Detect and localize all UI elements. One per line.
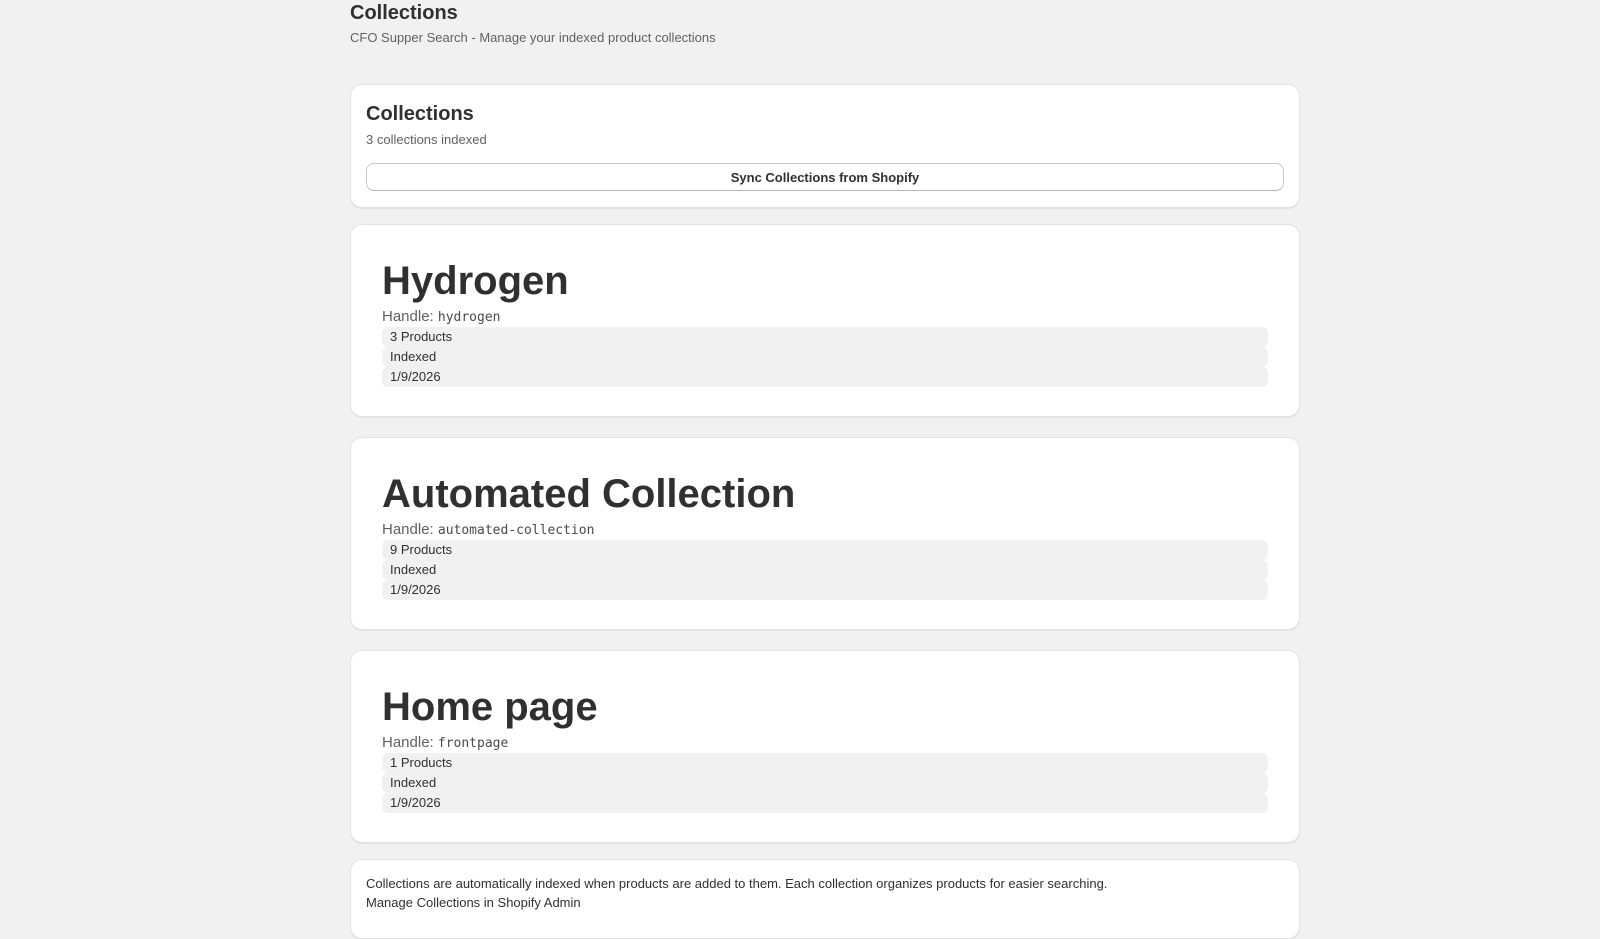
sync-collections-button[interactable]: Sync Collections from Shopify <box>366 163 1284 191</box>
collection-handle <box>382 733 1268 753</box>
collections-count: 3 collections indexed <box>366 132 487 147</box>
handle-label: Handle: <box>382 734 434 751</box>
status-badge: Indexed <box>382 773 1268 793</box>
indexed-date: 1/9/2026 <box>382 793 1268 813</box>
info-card <box>350 859 1300 939</box>
manage-collections-link[interactable]: Manage Collections in Shopify Admin <box>366 895 581 910</box>
collection-name: Home page <box>382 685 598 729</box>
handle-value: hydrogen <box>437 310 501 325</box>
collection-card-hydrogen <box>350 224 1300 417</box>
status-badge: Indexed <box>382 347 1268 367</box>
collections-page <box>350 0 1300 939</box>
collection-handle <box>382 307 1268 327</box>
indexed-date: 1/9/2026 <box>382 367 1268 387</box>
collection-handle <box>382 520 1268 540</box>
product-count-badge: 9 Products <box>382 540 1268 560</box>
handle-value: automated-collection <box>437 523 595 538</box>
collection-name: Automated Collection <box>382 472 796 516</box>
summary-title: Collections <box>366 103 474 125</box>
handle-label: Handle: <box>382 308 434 325</box>
page-header <box>350 0 1300 84</box>
indexed-date: 1/9/2026 <box>382 580 1268 600</box>
product-count-badge: 1 Products <box>382 753 1268 773</box>
handle-label: Handle: <box>382 521 434 538</box>
collection-card-automated-collection <box>350 437 1300 630</box>
info-text: Collections are automatically indexed when products are added to them. Each collection organizes products for easier searching. <box>366 876 1108 891</box>
product-count-badge: 3 Products <box>382 327 1268 347</box>
page-title: Collections <box>350 2 458 24</box>
handle-value: frontpage <box>437 736 509 751</box>
collection-card-home-page <box>350 650 1300 843</box>
collections-summary-card <box>350 84 1300 208</box>
page-subtitle: CFO Supper Search - Manage your indexed product collections <box>350 30 716 45</box>
collection-name: Hydrogen <box>382 259 569 303</box>
status-badge: Indexed <box>382 560 1268 580</box>
